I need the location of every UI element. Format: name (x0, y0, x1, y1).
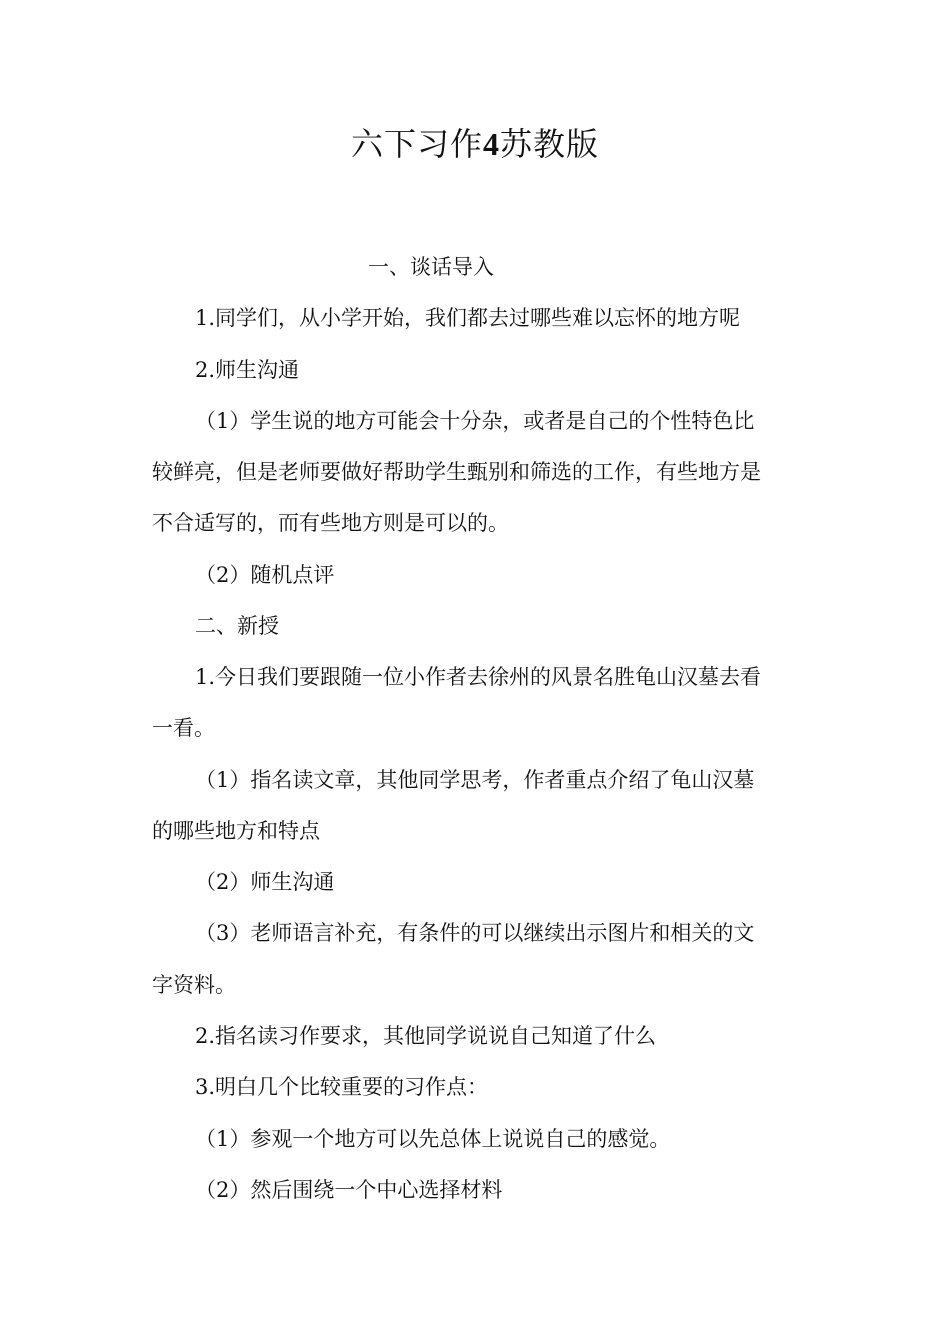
paragraph-line: （1）指名读文章，其他同学思考，作者重点介绍了龟山汉墓 (195, 768, 755, 792)
paragraph-line: 2.师生沟通 (195, 358, 300, 382)
section-heading-intro: 一、谈话导入 (368, 255, 494, 279)
paragraph-line: 1.同学们，从小学开始，我们都去过哪些难以忘怀的地方呢 (195, 306, 741, 330)
paragraph-line: （3）老师语言补充，有条件的可以继续出示图片和相关的文 (195, 921, 755, 945)
paragraph-line: （2）随机点评 (195, 563, 335, 587)
title-text-post: 苏教版 (500, 125, 600, 163)
paragraph-line: 3.明白几个比较重要的习作点： (195, 1075, 489, 1099)
paragraph-line: 不合适写的，而有些地方则是可以的。 (152, 511, 509, 535)
paragraph-line: （1）学生说的地方可能会十分杂，或者是自己的个性特色比 (195, 409, 755, 433)
paragraph-line: 2.指名读习作要求，其他同学说说自己知道了什么 (195, 1024, 657, 1048)
paragraph-line: （2）师生沟通 (195, 870, 335, 894)
paragraph-line: （2）然后围绕一个中心选择材料 (195, 1178, 503, 1202)
section-heading-new: 二、新授 (195, 614, 279, 638)
paragraph-line: 较鲜亮，但是老师要做好帮助学生甄别和筛选的工作，有些地方是 (152, 460, 761, 484)
title-number: 4 (483, 126, 500, 162)
paragraph-line: 1.今日我们要跟随一位小作者去徐州的风景名胜龟山汉墓去看 (195, 665, 762, 689)
paragraph-line: 字资料。 (152, 973, 236, 997)
document-title (0, 118, 950, 170)
title-text-pre: 六下习作 (350, 125, 483, 163)
paragraph-line: （1）参观一个地方可以先总体上说说自己的感觉。 (195, 1127, 671, 1151)
paragraph-line: 一看。 (152, 716, 215, 740)
paragraph-line: 的哪些地方和特点 (152, 819, 320, 843)
